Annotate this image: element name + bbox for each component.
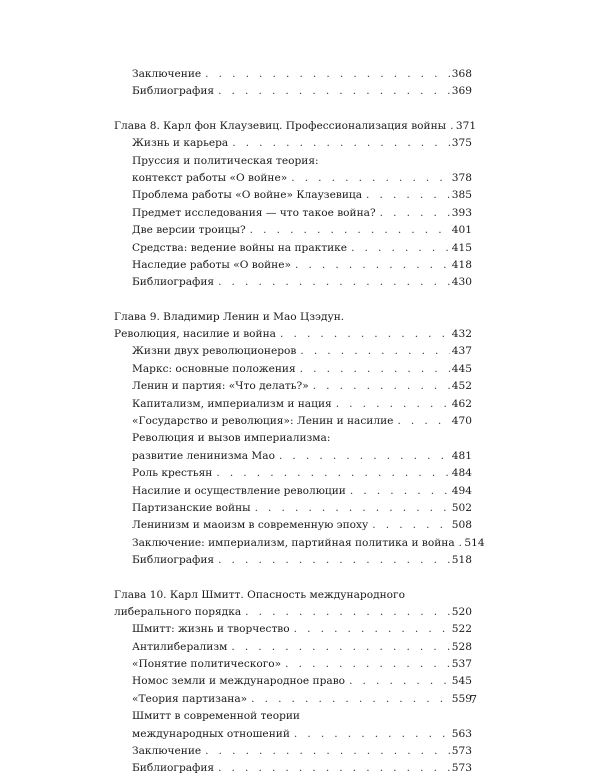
toc-entry-page: 559	[451, 692, 472, 705]
toc-entry-title: Ленин и партия: «Что делать?»	[132, 380, 309, 393]
dot-leader	[201, 743, 450, 760]
toc-entry	[114, 257, 472, 274]
toc-entry-page: 537	[451, 658, 472, 671]
dot-leader	[332, 396, 450, 413]
toc-entry-page: 484	[451, 467, 472, 480]
toc-entry-title: «Понятие политического»	[132, 658, 282, 671]
toc-entry	[114, 448, 472, 465]
toc-entry	[114, 674, 472, 691]
toc-entry-title: Номос земли и международное право	[132, 675, 346, 688]
toc-entry-page: 369	[451, 85, 472, 98]
toc-entry-page: 430	[451, 276, 472, 289]
toc-entry	[114, 135, 472, 152]
toc-entry-page: 375	[451, 137, 472, 150]
toc-entry-title: Библиография	[132, 554, 215, 567]
toc-entry-page: 368	[451, 67, 472, 80]
toc-entry-title: Библиография	[132, 85, 215, 98]
toc-entry-title: Партизанские войны	[132, 501, 251, 514]
toc-entry-page: 514	[464, 536, 485, 549]
dot-leader	[227, 639, 450, 656]
chapter-title: Глава 8. Карл фон Клаузевиц. Профессионализация войны	[114, 119, 447, 132]
toc-entry-title: «Теория партизана»	[132, 692, 248, 705]
dot-leader	[201, 66, 450, 83]
toc-entry	[114, 205, 472, 222]
toc-entry	[114, 743, 472, 760]
toc-entry-page: 385	[451, 189, 472, 202]
dot-leader	[309, 378, 450, 395]
toc-entry	[114, 500, 472, 517]
toc-entry-title: Предмет исследования — что такое война?	[132, 206, 376, 219]
dot-leader	[290, 621, 450, 638]
dot-leader	[376, 205, 450, 222]
dot-leader	[345, 673, 450, 690]
dot-leader	[228, 135, 450, 152]
chapter-page: 520	[451, 605, 472, 618]
toc-entry-title: Роль крестьян	[132, 467, 213, 480]
toc-entry-title: Наследие работы «О войне»	[132, 258, 291, 271]
toc-entry-page: 401	[451, 224, 472, 237]
toc-entry-title: Жизнь и карьера	[132, 137, 229, 150]
toc-entry-title: международных отношений	[132, 727, 290, 740]
toc-entry-title: контекст работы «О войне»	[132, 171, 288, 184]
toc-entry-page: 481	[451, 449, 472, 462]
dot-leader	[296, 343, 450, 360]
toc-entry	[114, 552, 472, 569]
chapter-heading	[114, 309, 472, 326]
dot-leader	[251, 500, 450, 517]
toc-entry-page: 494	[451, 484, 472, 497]
toc-entry	[114, 153, 472, 170]
toc-entry-title: Насилие и осуществление революции	[132, 484, 346, 497]
toc-entry-title: Две версии троицы?	[132, 224, 246, 237]
toc-entry-title: «Государство и революция»: Ленин и насилие	[132, 415, 394, 428]
toc-entry-page: 418	[451, 258, 472, 271]
toc-entry	[114, 483, 472, 500]
toc-entry	[114, 535, 485, 552]
toc-entry-page: 470	[451, 415, 472, 428]
dot-leader	[246, 222, 450, 239]
toc-entry-title: Заключение	[132, 745, 202, 758]
toc-entry-title: Ленинизм и маоизм в современную эпоху	[132, 519, 369, 532]
toc-entry	[114, 430, 472, 447]
dot-leader	[247, 691, 450, 708]
toc-entry	[114, 343, 472, 360]
chapter-page: 432	[451, 328, 472, 341]
toc-entry-title: Заключение: империализм, партийная политика и война	[132, 536, 455, 549]
toc-entry-page: 415	[451, 241, 472, 254]
toc-entry	[114, 187, 472, 204]
toc-entry-page: 462	[451, 397, 472, 410]
toc-entry	[114, 517, 472, 534]
dot-leader	[214, 274, 450, 291]
dot-leader	[446, 118, 454, 135]
toc-entry-page: 573	[451, 762, 472, 775]
dot-leader	[214, 552, 450, 569]
toc-entry-title: Библиография	[132, 276, 215, 289]
toc-entry	[114, 361, 472, 378]
dot-leader	[275, 448, 450, 465]
toc-entry-page: 378	[451, 171, 472, 184]
toc-entry	[114, 170, 472, 187]
toc-entry-title: Шмитт в современной теории	[132, 710, 300, 723]
toc-entry-page: 522	[451, 623, 472, 636]
dot-leader	[346, 483, 450, 500]
toc-entry	[114, 222, 472, 239]
chapter-page: 371	[455, 119, 477, 132]
dot-leader	[214, 760, 450, 777]
toc-entry	[114, 621, 472, 638]
page-number: 7	[470, 693, 477, 706]
toc-entry-page: 508	[451, 519, 472, 532]
dot-leader	[276, 326, 450, 343]
toc-entry-page: 545	[451, 675, 472, 688]
dot-leader	[455, 535, 463, 552]
dot-leader	[287, 170, 450, 187]
toc-entry	[114, 396, 472, 413]
chapter-heading	[114, 118, 477, 135]
toc-entry-title: Революция и вызов империализма:	[132, 432, 331, 445]
toc-entry	[114, 240, 472, 257]
dot-leader	[212, 465, 450, 482]
toc-entry	[114, 639, 472, 656]
toc-entry-title: Средства: ведение войны на практике	[132, 241, 348, 254]
chapter-title: Революция, насилие и война	[114, 328, 276, 341]
dot-leader	[290, 726, 450, 743]
dot-leader	[296, 361, 450, 378]
toc-entry-page: 563	[451, 727, 472, 740]
toc-entry-title: Заключение	[132, 67, 202, 80]
dot-leader	[362, 187, 450, 204]
chapter-title: Глава 9. Владимир Ленин и Мао Цзэдун.	[114, 310, 345, 323]
toc-entry	[114, 66, 472, 83]
table-of-contents	[114, 66, 485, 778]
toc-entry-title: Проблема работы «О войне» Клаузевица	[132, 189, 363, 202]
toc-entry-page: 437	[451, 345, 472, 358]
dot-leader	[347, 240, 450, 257]
toc-entry	[114, 413, 472, 430]
toc-entry-title: развитие ленинизма Мао	[132, 449, 275, 462]
toc-entry	[114, 465, 472, 482]
toc-entry	[114, 656, 472, 673]
toc-entry-page: 573	[451, 745, 472, 758]
toc-entry-page: 393	[451, 206, 472, 219]
dot-leader	[241, 604, 450, 621]
toc-entry-page: 528	[451, 640, 472, 653]
toc-entry-title: Капитализм, империализм и нация	[132, 397, 332, 410]
chapter-heading	[114, 326, 472, 343]
toc-entry-title: Пруссия и политическая теория:	[132, 154, 319, 167]
dot-leader	[291, 257, 450, 274]
toc-entry	[114, 726, 472, 743]
toc-entry	[114, 760, 472, 777]
dot-leader	[214, 83, 450, 100]
toc-entry	[114, 274, 472, 291]
toc-entry	[114, 708, 472, 725]
chapter-title: Глава 10. Карл Шмитт. Опасность международного	[114, 588, 405, 601]
toc-entry-title: Маркс: основные положения	[132, 362, 296, 375]
chapter-heading	[114, 587, 472, 604]
toc-entry	[114, 691, 472, 708]
dot-leader	[281, 656, 450, 673]
toc-entry-title: Шмитт: жизнь и творчество	[132, 623, 290, 636]
dot-leader	[368, 517, 450, 534]
dot-leader	[393, 413, 450, 430]
toc-entry	[114, 83, 472, 100]
toc-entry-title: Библиография	[132, 762, 215, 775]
toc-entry-page: 445	[451, 362, 472, 375]
chapter-title: либерального порядка	[114, 605, 242, 618]
chapter-heading	[114, 604, 472, 621]
toc-entry	[114, 378, 472, 395]
toc-entry-page: 502	[451, 501, 472, 514]
toc-entry-title: Антилиберализм	[132, 640, 228, 653]
toc-entry-page: 518	[451, 554, 472, 567]
toc-entry-title: Жизни двух революционеров	[132, 345, 297, 358]
toc-entry-page: 452	[451, 380, 472, 393]
